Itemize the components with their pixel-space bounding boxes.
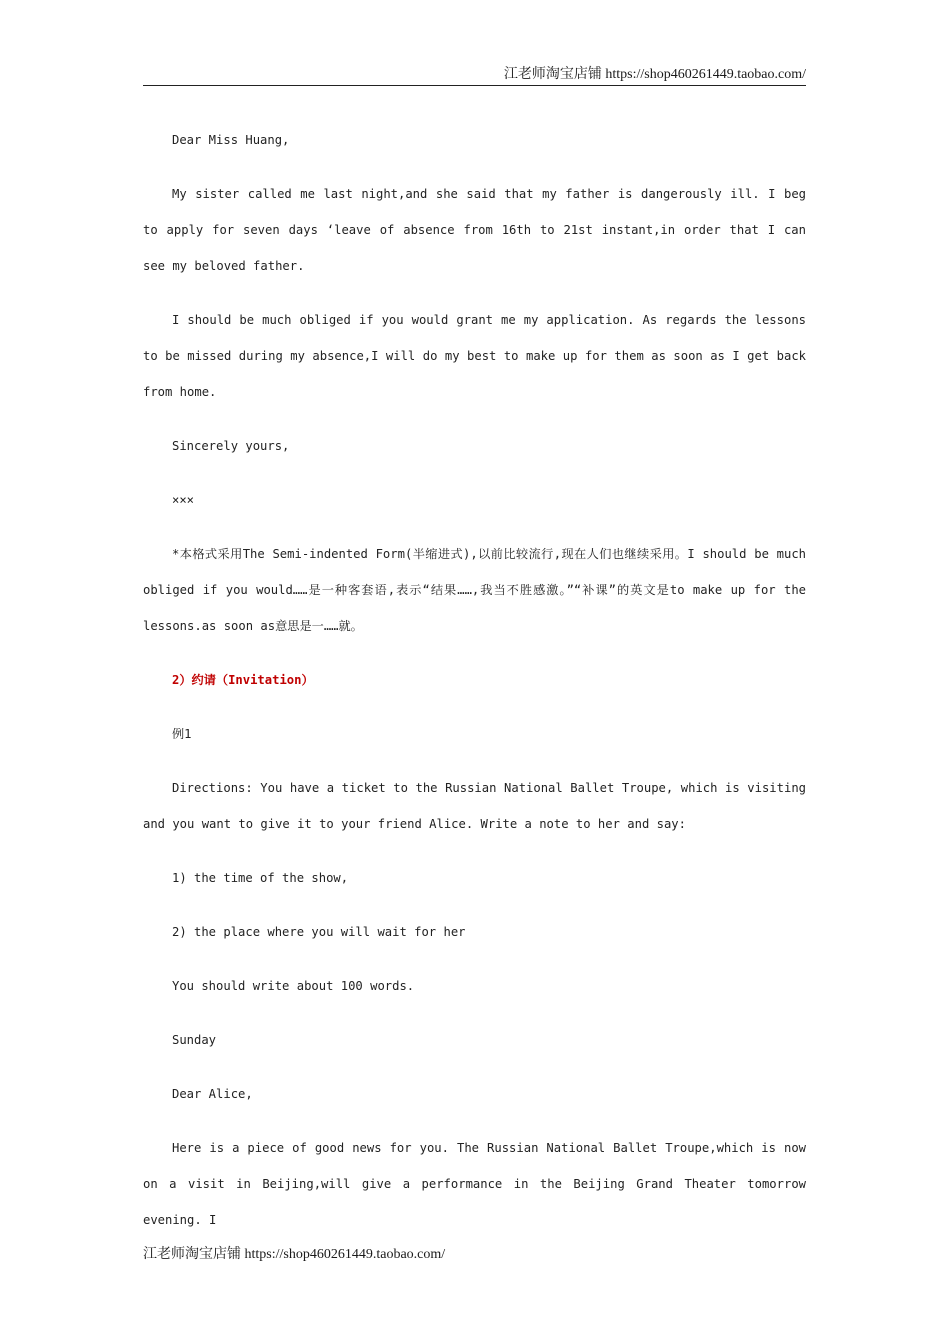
header-divider	[143, 85, 806, 86]
list-item: 2) the place where you will wait for her	[172, 925, 466, 939]
salutation: Dear Miss Huang,	[172, 133, 290, 147]
word-count-instruction: You should write about 100 words.	[172, 979, 415, 993]
letter-paragraph: I should be much obliged if you would grant me my application. As regards the lessons to be missed during my absence,I will do my best to make up for them as soon as I get back from home.	[143, 313, 806, 399]
closing: Sincerely yours,	[172, 439, 290, 453]
example-label: 例1	[172, 727, 192, 741]
salutation: Dear Alice,	[172, 1087, 253, 1101]
section-heading: 2）约请（Invitation）	[172, 673, 314, 687]
page-header: 江老师淘宝店铺 https://shop460261449.taobao.com/	[503, 67, 806, 82]
signature: ×××	[172, 493, 195, 507]
document-body	[143, 122, 806, 1256]
letter-paragraph: My sister called me last night,and she said that my father is dangerously ill. I beg to apply for seven days ‘leave of absence from 16th to 21st instant,in order that I can see my beloved father.	[143, 187, 806, 273]
explanatory-note: *本格式采用The Semi-indented Form(半缩进式),以前比较流行,现在人们也继续采用。I should be much obliged if you would……是一种客套语,表示“结果……,我当不胜感激。”“补课”的英文是to make up for the lessons.as soon as意思是一……就。	[143, 547, 806, 633]
directions: Directions: You have a ticket to the Russian National Ballet Troupe, which is visiting and you want to give it to your friend Alice. Write a note to her and say:	[143, 781, 806, 831]
letter-paragraph: Here is a piece of good news for you. The Russian National Ballet Troupe,which is now on a visit in Beijing,will give a performance in the Beijing Grand Theater tomorrow evening. I	[143, 1141, 806, 1227]
list-item: 1) the time of the show,	[172, 871, 349, 885]
page-footer: 江老师淘宝店铺 https://shop460261449.taobao.com/	[143, 1247, 446, 1262]
letter-date: Sunday	[172, 1033, 217, 1047]
